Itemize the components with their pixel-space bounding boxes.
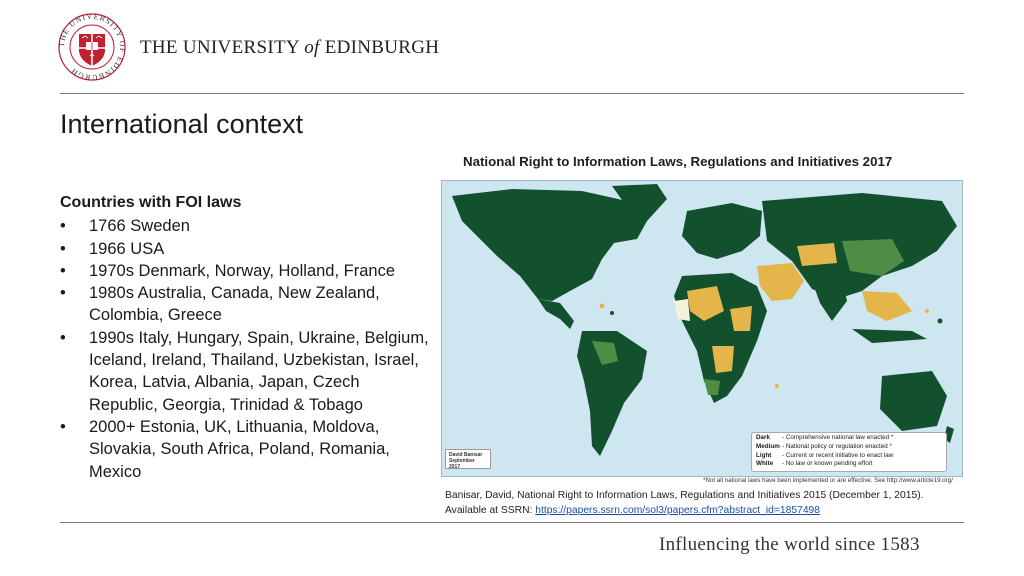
island-marker [925,309,929,313]
australia-shape [880,371,947,431]
world-map-image [441,180,963,477]
caption-text: Banisar, David, National Right to Information Laws, Regulations and Initiatives 2015 (December 1, 2015). Available at SSRN: [445,490,924,516]
credit-author: David Banisar [449,452,483,458]
slide-title: International context [60,109,304,139]
middle-east-shape [757,263,804,301]
footer-tagline: Influencing the world since 1583 [659,534,920,555]
university-name-part1: THE UNIVERSITY [140,37,300,58]
university-name-of: of [304,37,320,58]
map-credit-box [445,449,491,469]
europe-shape [682,203,762,259]
legend-key: Light [756,451,772,459]
island-marker [600,304,605,309]
legend-key: White [756,460,774,468]
credit-date: September 2017 [449,458,475,470]
island-marker [610,311,614,315]
foi-countries-list-block [60,192,430,483]
legend-row [756,460,942,469]
island-marker [775,384,779,388]
legend-desc: - National policy or regulation enacted * [782,442,892,450]
legend-key: Dark [756,434,771,441]
university-crest-logo [57,12,127,82]
list-item: • 1966 USA [60,238,430,260]
legend-row [756,434,942,443]
legend-desc: - No law or known pending effort [782,460,873,468]
list-item: • 1766 Sweden [60,215,430,237]
list-heading: Countries with FOI laws [60,194,242,211]
university-name [140,37,439,59]
list-item: • 1980s Australia, Canada, New Zealand, Colombia, Greece [60,282,430,327]
southeast-asia-shape [862,291,912,321]
crest-shield [79,34,105,66]
footer-divider [60,522,964,523]
list-item: • 1970s Denmark, Norway, Holland, France [60,260,430,282]
map-legend [751,432,947,472]
map-title: National Right to Information Laws, Regulations and Initiatives 2017 [463,154,893,169]
africa-white-region [674,299,690,321]
legend-row [756,443,942,452]
north-america-shape [452,189,647,301]
foi-countries-list [60,215,430,483]
legend-desc: - Comprehensive national law enacted * [782,434,894,441]
indonesia-shape [852,329,927,343]
africa-medium-region [704,379,720,395]
india-shape [812,279,847,321]
header-divider [60,93,964,94]
crest-ring-text: THE UNIVERSITY OF EDINBURGH [57,12,127,82]
central-america-shape [538,299,574,329]
island-marker [938,319,943,324]
list-item: • 2000+ Estonia, UK, Lithuania, Moldova, Slovakia, South Africa, Poland, Romania, Mexico [60,416,430,483]
legend-key: Medium [756,442,780,450]
university-name-part2: EDINBURGH [324,37,440,58]
source-caption [445,489,955,518]
legend-row [756,452,942,461]
list-item: • 1990s Italy, Hungary, Spain, Ukraine, Belgium, Iceland, Ireland, Thailand, Uzbekistan, Israel, Korea, Latvia, Albania, Japan, Czech Republic, Georgia, Trinidad & Tobago [60,327,430,416]
ssrn-link[interactable]: https://papers.ssrn.com/sol3/papers.cfm?abstract_id=1857498 [535,504,821,516]
legend-desc: - Current or recent initiative to enact law [782,451,894,459]
central-asia-light-region [797,243,837,266]
map-footnote: *Not all national laws have been implemented or are effective. See http://www.article19.org/ [703,477,953,484]
